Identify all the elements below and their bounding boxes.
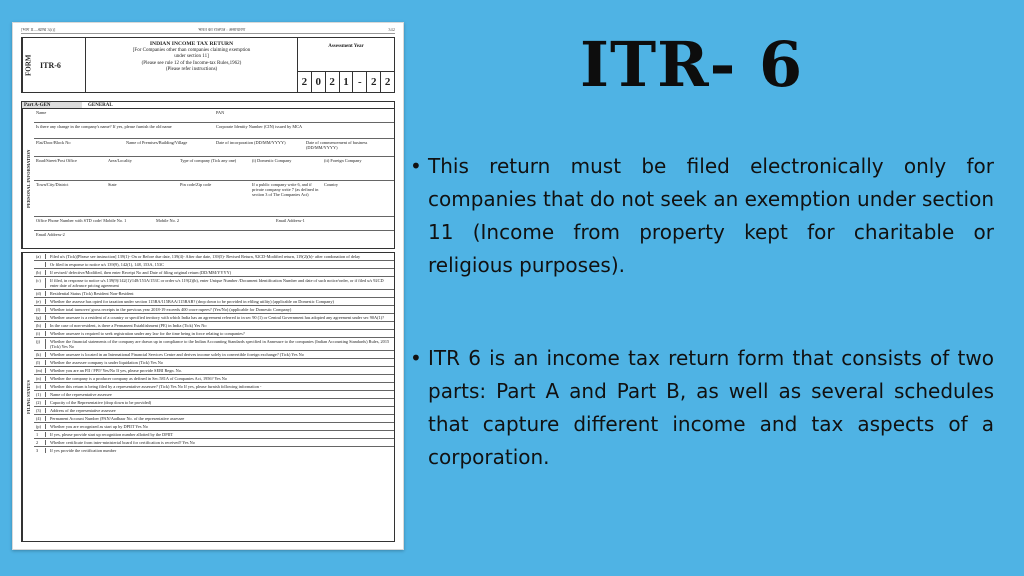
personal-row xyxy=(34,231,394,241)
personal-field-label: Name xyxy=(36,110,47,115)
part-label: Part A-GEN xyxy=(22,102,82,108)
filing-row-number: 1 xyxy=(36,432,46,437)
personal-field-label: Pin code/Zip code xyxy=(180,182,212,187)
form-header xyxy=(21,37,395,93)
form-heading xyxy=(86,38,298,92)
filing-row-number: (b) xyxy=(36,270,46,275)
year-digit: 0 xyxy=(312,72,326,92)
heading-line: under section 11] xyxy=(174,54,209,59)
filing-row-number: (h) xyxy=(36,323,46,328)
year-digit: - xyxy=(353,72,367,92)
filing-row xyxy=(34,261,394,269)
strip-left: [भाग II—खण्ड 3(i)] xyxy=(21,27,56,32)
year-digit: 2 xyxy=(367,72,381,92)
filing-row xyxy=(34,375,394,383)
filing-row xyxy=(34,407,394,415)
filing-row xyxy=(34,439,394,447)
filing-row-number: (o) xyxy=(36,384,46,389)
bullet-text: ITR 6 is an income tax return form that consists of two parts: Part A and Part B, as well as several schedules that capture different income and tax aspects of a corporation. xyxy=(428,346,994,469)
heading-line: [For Companies other than companies claiming exemption xyxy=(132,47,251,53)
filing-row-number: (j) xyxy=(36,339,46,349)
filing-row-text: Whether the assesse has opted for taxation under section 115BA/115BAA/115BAB? (drop down to be provided in efiling utility) (applicable on Domestic Company) xyxy=(50,299,334,304)
filing-row-number: (4) xyxy=(36,416,46,421)
personal-field-label: Town/City/District xyxy=(36,182,69,187)
year-digit: 2 xyxy=(384,76,391,88)
filing-row xyxy=(34,269,394,277)
personal-field-label: Country xyxy=(324,182,339,187)
year-digit: 2 xyxy=(298,72,312,92)
filing-row xyxy=(34,447,394,454)
filing-row xyxy=(34,367,394,375)
filing-status-label: FILING STATUS xyxy=(22,253,34,541)
filing-row-text: Whether the financial statements of the company are drawn up in compliance to the Indian Accounting Standards specified in Annexure to the companies (Indian Accounting Standards) Rules, 2015 (Tick) Yes No xyxy=(50,339,390,349)
filing-row-number: (k) xyxy=(36,352,46,357)
strip-mid: भारत का राजपत्र : असाधारण xyxy=(198,27,246,32)
filing-row-number: (c) xyxy=(36,278,46,288)
filing-row-text: Name of the representative assessee xyxy=(50,392,112,397)
filing-row-number: (n) xyxy=(36,376,46,381)
filing-row xyxy=(34,290,394,298)
filing-row-text: Residential Status (Tick) Resident Non-Resident xyxy=(50,291,134,296)
filing-row-number: (1) xyxy=(36,392,46,397)
filing-row-text: If yes, please provide start up recognition number allotted by the DPIIT xyxy=(50,432,174,437)
heading-line: INDIAN INCOME TAX RETURN xyxy=(149,41,234,47)
filing-row-number: (m) xyxy=(36,368,46,373)
filing-row-text: If yes provide the certification number xyxy=(50,448,117,453)
filing-row-number: (e) xyxy=(36,299,46,304)
filing-row-text: Whether the company is a producer company as defined in Sec.581A of Companies Act, 1956? Yes No xyxy=(50,376,227,381)
filing-row xyxy=(34,330,394,338)
filing-row-number: (f) xyxy=(36,307,46,312)
filing-row-text: In the case of non-resident, is there a Permanent Establishment (PE) in India (Tick) Yes No xyxy=(50,323,207,328)
filing-row-text: Whether certificate from inter-ministerial board for certification is received? Yes No xyxy=(50,440,195,445)
personal-field-label: State xyxy=(108,182,117,187)
personal-field-label: Road/Street/Post Office xyxy=(36,158,77,163)
filing-row xyxy=(34,306,394,314)
filing-row-text: Whether you are recognized as start up by DPIIT Yes No xyxy=(50,424,148,429)
filing-row-text: Or filed in response to notice u/s 139(9), 142(1), 148, 153A, 153C xyxy=(50,262,164,267)
personal-row xyxy=(34,217,394,231)
personal-field-label: Email Address-2 xyxy=(36,232,65,237)
personal-field-label: Date of incorporation (DD/MM/YYYY) xyxy=(216,140,286,145)
filing-row xyxy=(34,253,394,261)
filing-row-number: 2 xyxy=(36,440,46,445)
personal-row xyxy=(34,157,394,181)
bullet-item xyxy=(410,342,994,474)
personal-field-label: If a public company write 6, and if private company write 7 (as defined in section 3 of The Companies Act) xyxy=(252,182,319,197)
personal-field-label: Mobile No. 2 xyxy=(156,218,180,223)
bullet-icon: • xyxy=(410,154,422,178)
filing-row-number: 3 xyxy=(36,448,46,453)
personal-row xyxy=(34,123,394,139)
personal-info-label: PERSONAL INFORMATION xyxy=(22,109,34,248)
heading-line: (Please refer instructions) xyxy=(165,67,218,72)
filing-row xyxy=(34,277,394,290)
part-a-gen-header xyxy=(21,101,395,109)
gazette-strip xyxy=(21,27,395,34)
filing-row xyxy=(34,322,394,330)
form-code: ITR-6 xyxy=(34,38,86,92)
filing-row-text: Whether total turnover/ gross receipts in the previous year 2018-19 exceeds 400 crore rupees? (Yes/No) (applicable for Domestic Company) xyxy=(50,307,292,312)
filing-row xyxy=(34,415,394,423)
part-title: GENERAL xyxy=(88,102,113,108)
filing-row xyxy=(34,423,394,431)
strip-right: 342 xyxy=(388,27,395,32)
filing-row-number: (3) xyxy=(36,408,46,413)
filing-row-number: (l) xyxy=(36,360,46,365)
filing-row-number: (d) xyxy=(36,291,46,296)
itr6-form-image xyxy=(12,22,404,550)
filing-row xyxy=(34,359,394,367)
filing-row-text: Whether assessee is located in an International Financial Services Centre and derives income solely in convertible foreign exchange? (Tick) Yes No xyxy=(50,352,304,357)
bullet-icon: • xyxy=(410,346,422,370)
personal-rows xyxy=(34,109,394,248)
filing-row-text: Capacity of the Representative (drop down to be provided) xyxy=(50,400,152,405)
personal-field-label: (i) Domestic Company xyxy=(252,158,292,163)
filing-rows xyxy=(34,253,394,541)
personal-field-label: Flat/Door/Block No xyxy=(36,140,71,145)
assessment-year-label: Assessment Year xyxy=(298,38,394,72)
filing-row-text: Whether the assessee company is under liquidation (Tick) Yes No xyxy=(50,360,163,365)
personal-row xyxy=(34,181,394,217)
assessment-year xyxy=(298,38,394,92)
filing-row-text: Whether assessee is a resident of a country or specified territory with which India has an agreement referred to in sec 90 (1) or Central Government has adopted any agreement under sec 90A(1)? xyxy=(50,315,385,320)
page-title: ITR- 6 xyxy=(580,28,804,101)
personal-field-label: (ii) Foreign Company xyxy=(324,158,362,163)
personal-field-label: Email Address-1 xyxy=(276,218,305,223)
personal-row xyxy=(34,139,394,157)
filing-row xyxy=(34,391,394,399)
filing-row xyxy=(34,431,394,439)
personal-row xyxy=(34,109,394,123)
personal-field-label: Name of Premises/Building/Village xyxy=(126,140,188,145)
filing-row-text: Permanent Account Number (PAN/Aadhaar No. of the representative assessee xyxy=(50,416,185,421)
filing-row-text: Address of the representative assessee xyxy=(50,408,116,413)
personal-field-label: Office Phone Number with STD code/ Mobile No. 1 xyxy=(36,218,127,223)
personal-field-label: Corporate Identity Number (CIN) issued by MCA xyxy=(216,124,303,129)
personal-field-label: Type of company (Tick any one) xyxy=(180,158,237,163)
filing-row-text: Whether assessee is required to seek registration under any law for the time being in force relating to companies? xyxy=(50,331,245,336)
filing-row-text: Whether this return is being filed by a representative assessee? (Tick) Yes No If yes, please furnish following information - xyxy=(50,384,262,389)
year-digit: 2 xyxy=(326,72,340,92)
filing-row-number: (2) xyxy=(36,400,46,405)
filing-row xyxy=(34,351,394,359)
assessment-year-digits xyxy=(298,72,394,92)
heading-line: (Please see rule 12 of the Income-tax Rules,1962) xyxy=(141,60,242,66)
personal-field-label: Is there any change in the company's name? If yes, please furnish the old name xyxy=(36,124,172,129)
filing-row-number: (p) xyxy=(36,424,46,429)
filing-row-text: Filed u/s (Tick)[Please see instruction] 139(1)- On or Before due date, 139(4)- After due date, 139(5)- Revised Return, 92CD-Modified return, 119(2)(b)- after condonation of delay xyxy=(50,254,361,259)
form-tag: FORM xyxy=(22,38,34,92)
bullet-item xyxy=(410,150,994,282)
bullet-text: This return must be filed electronically only for companies that do not seek an exemption under section 11 (Income from property kept for charitable or religious purposes). xyxy=(428,154,994,277)
filing-row-number xyxy=(36,262,46,267)
filing-row xyxy=(34,383,394,391)
personal-field-label: PAN xyxy=(216,110,225,115)
filing-row-number: (i) xyxy=(36,331,46,336)
filing-row-text: If filed, in response to notice u/s 139(9)/142(1)/148/153A/153C or order u/s 119(2)(b), enter Unique Number /Document Identification Number and date of such notice/order, or if filed u/s 92CD enter date of advance pricing agreement xyxy=(50,278,384,288)
filing-row xyxy=(34,399,394,407)
filing-row xyxy=(34,314,394,322)
filing-row-text: Whether you are an FII / FPI? Yes/No If yes, please provide SEBI Regn. No. xyxy=(50,368,182,373)
personal-information-block xyxy=(21,109,395,249)
filing-status-block xyxy=(21,252,395,542)
personal-field-label: Date of commencement of business (DD/MM/YYYY) xyxy=(306,140,368,150)
filing-row-number: (a) xyxy=(36,254,46,259)
bullet-list xyxy=(410,150,994,474)
filing-row xyxy=(34,338,394,351)
filing-row-text: If revised/ defective/Modified, then enter Receipt No and Date of filing original return (DD/MM/YYYY) xyxy=(50,270,232,275)
year-digit: 1 xyxy=(340,72,354,92)
filing-row xyxy=(34,298,394,306)
personal-field-label: Area/Locality xyxy=(108,158,132,163)
filing-row-number: (g) xyxy=(36,315,46,320)
